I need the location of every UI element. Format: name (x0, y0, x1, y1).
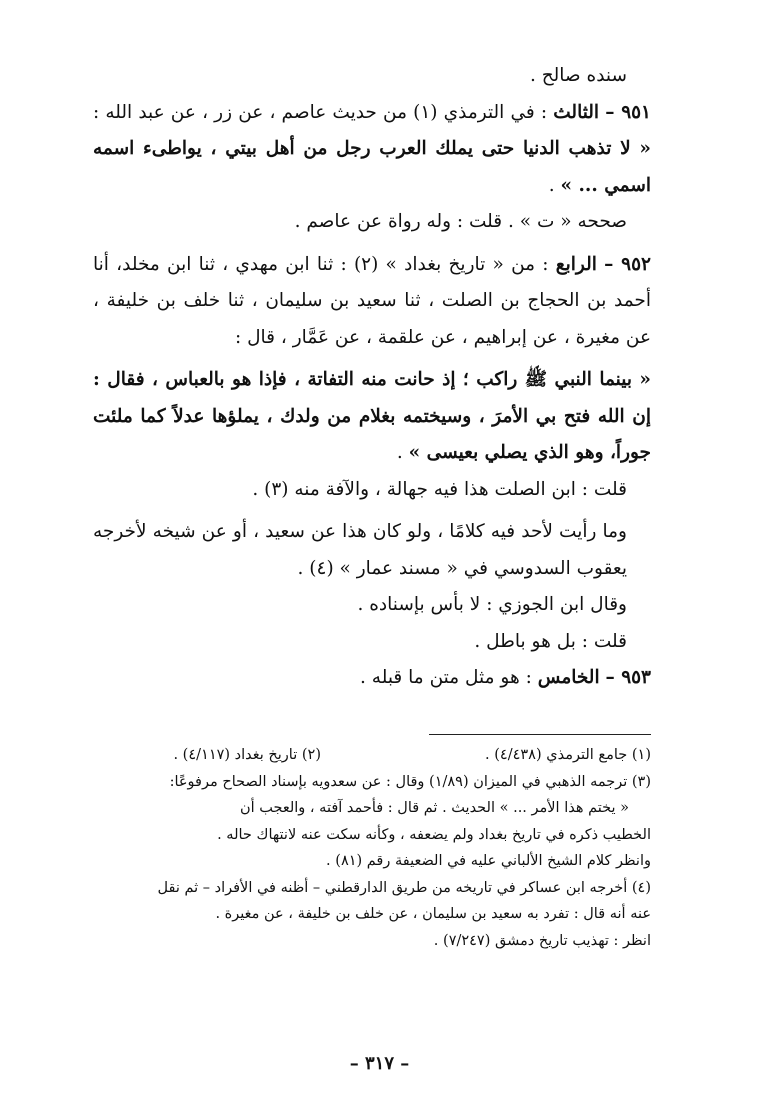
footnote-separator (429, 734, 651, 735)
entry-952-number: ٩٥٢ – (604, 253, 651, 275)
footnote-4: (٤) أخرجه ابن عساكر في تاريخه من طريق الدارقطني – أظنه في الأفراد – ثم نقل (157, 879, 651, 896)
line-ma-raayt: وما رأيت لأحد فيه كلامًا ، ولو كان هذا عن سعيد ، أو عن شيخه لأخرجه يعقوب السدوسي في « مسند عمار » (٤) . (93, 521, 627, 579)
quote-952-text: « بينما النبي ﷺ راكب ؛ إذ حانت منه التفاتة ، فإذا هو بالعباس ، فقال : إن الله فتح بي الأمرَ ، وسيختمه بغلام من ولدك ، يملؤها عدلاً كما ملئت جوراً، وهو الذي يصلي بعيسى » (93, 369, 651, 463)
entry-951-label: الثالث (553, 101, 600, 123)
line-sanad: سنده صالح . (529, 65, 627, 86)
entry-953 (93, 660, 651, 697)
footnote-3-line-4: وانظر كلام الشيخ الألباني عليه في الضعيفة رقم (٨١) . (326, 853, 651, 869)
line-ibn-jawzi: وقال ابن الجوزي : لا بأس بإسناده . (357, 594, 627, 615)
entry-952 (93, 247, 651, 357)
line-sahhah: صححه « ت » . قلت : وله رواة عن عاصم . (294, 211, 627, 232)
entry-953-text: : هو مثل متن ما قبله . (360, 667, 532, 688)
entry-953-label: الخامس (537, 667, 600, 688)
entry-951-intro: : في الترمذي (١) من حديث عاصم ، عن زر ، عن عبد الله : (93, 101, 548, 123)
footnote-4-line-2: عنه أنه قال : تفرد به سعيد بن سليمان ، عن خلف بن خليفة ، عن مغيرة . (215, 906, 651, 922)
footnote-3-line-3: الخطيب ذكره في تاريخ بغداد ولم يضعفه ، وكأنه سكت عنه لانتهاك حاله . (217, 826, 651, 843)
footnote-1: (١) جامع الترمذي (٤/٤٣٨) . (485, 747, 651, 763)
entry-952-text: : من « تاريخ بغداد » (٢) : ثنا ابن مهدي ، ثنا ابن مخلد، أنا أحمد بن الحجاج بن الصلت ، ثنا سعيد بن سليمان ، ثنا خلف بن خليفة ، عن مغيرة ، عن إبراهيم ، عن علقمة ، عن عَمَّار ، قال : (93, 253, 651, 348)
footnotes-1-2 (93, 742, 651, 769)
quote-952 (93, 362, 651, 472)
entry-952-label: الرابع (555, 253, 597, 275)
main-text (93, 58, 651, 697)
footnotes (93, 742, 651, 954)
line-batil: قلت : بل هو باطل . (474, 630, 627, 652)
page-number: – ٣١٧ – (349, 1053, 410, 1074)
entry-951-number: ٩٥١ – (605, 101, 651, 123)
footnote-3-line-2: « يختم هذا الأمر ... » الحديث . ثم قال : فأحمد آفته ، والعجب أن (239, 800, 629, 816)
entry-951-tail: . (548, 174, 555, 196)
footnote-3: (٣) ترجمه الذهبي في الميزان (١/٨٩) وقال : عن سعدويه بإسناد الصحاح مرفوعًا: (169, 773, 651, 790)
footnote-2: (٢) تاريخ بغداد (٤/١١٧) . (173, 747, 321, 763)
entry-953-number: ٩٥٣ – (605, 667, 651, 688)
entry-951-quote: « لا تذهب الدنيا حتى يملك العرب رجل من أهل بيتي ، يواطىء اسمه اسمي ... » (93, 138, 651, 196)
quote-952-tail: . (396, 442, 403, 463)
line-qultu-1: قلت : ابن الصلت هذا فيه جهالة ، والآفة منه (٣) . (252, 478, 627, 500)
entry-951 (93, 95, 651, 205)
footnote-4-line-3: انظر : تهذيب تاريخ دمشق (٧/٢٤٧) . (433, 932, 651, 949)
